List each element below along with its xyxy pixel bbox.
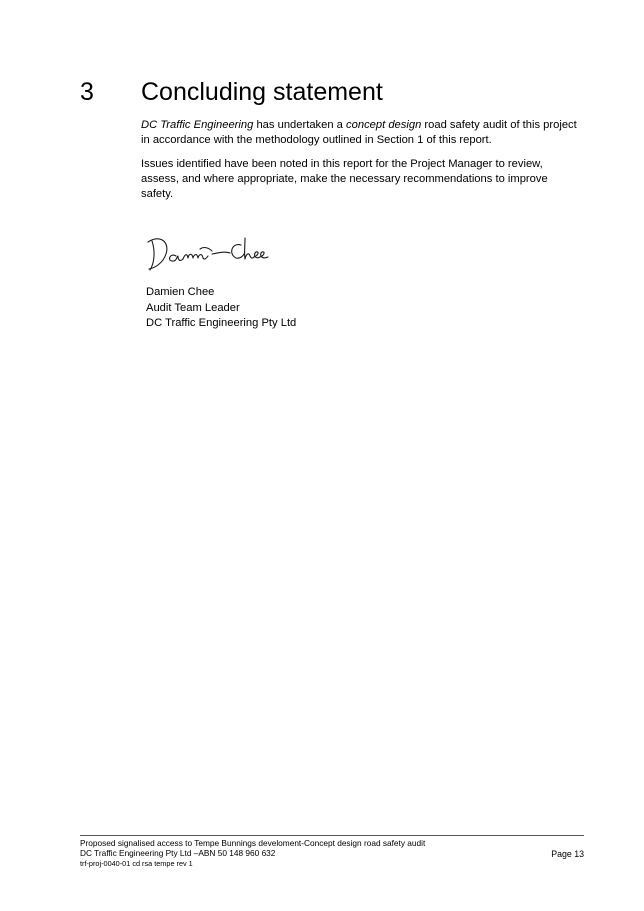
footer-document-ref: trf-proj-0040-01 cd rsa tempe rev 1 (80, 858, 193, 868)
page-number: Page 13 (551, 849, 584, 859)
footer-project-title: Proposed signalised access to Tempe Bunnings develoment-Concept design road safety audit (80, 838, 426, 848)
page-footer (80, 838, 584, 869)
section-title: Concluding statement (141, 78, 383, 106)
signatory-name: Damien Chee (146, 286, 215, 298)
section-number: 3 (80, 78, 94, 106)
signatory-role: Audit Team Leader (146, 301, 240, 314)
signature-image (146, 232, 276, 276)
audit-type-italic: concept design (346, 119, 422, 131)
paragraph-methodology (141, 118, 581, 148)
footer-rule (80, 835, 584, 836)
signatory-company: DC Traffic Engineering Pty Ltd (146, 317, 297, 329)
company-name-italic: DC Traffic Engineering (141, 119, 254, 131)
paragraph-text-a: has undertaken a (253, 119, 347, 131)
footer-company-abn: DC Traffic Engineering Pty Ltd –ABN 50 148 960 632 (80, 848, 276, 859)
paragraph-issues: Issues identified have been noted in this report for the Project Manager to review, assess, and where appropriate, make the necessary recommendations to improve safety. (141, 158, 548, 200)
signatory-block (146, 285, 296, 332)
paragraph-text-b: road safety audit of this project in accordance with the methodology outlined in Section 1 of this report. (141, 119, 577, 146)
